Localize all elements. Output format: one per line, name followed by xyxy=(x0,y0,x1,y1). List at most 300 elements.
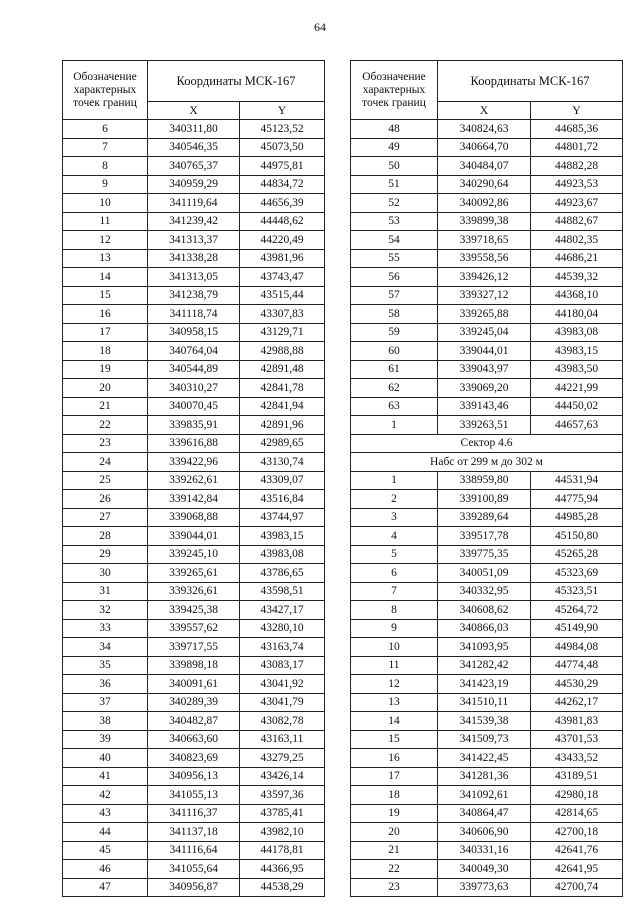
y-coordinate-cell: 43744,97 xyxy=(240,508,325,527)
table-row xyxy=(63,545,325,564)
y-coordinate-cell: 43743,47 xyxy=(240,268,325,287)
point-id-cell: 46 xyxy=(63,860,148,879)
table-row xyxy=(351,786,623,805)
x-coordinate-cell: 339426,12 xyxy=(438,268,531,287)
y-coordinate-cell: 43163,74 xyxy=(240,638,325,657)
point-id-cell: 1 xyxy=(351,471,438,490)
y-coordinate-cell: 44538,29 xyxy=(240,878,325,897)
x-coordinate-cell: 341118,74 xyxy=(148,305,240,324)
point-id-cell: 10 xyxy=(63,194,148,213)
y-coordinate-cell: 43082,78 xyxy=(240,712,325,731)
x-coordinate-cell: 340664,70 xyxy=(438,138,531,157)
x-coordinate-cell: 341093,95 xyxy=(438,638,531,657)
x-coordinate-cell: 340049,30 xyxy=(438,860,531,879)
point-id-cell: 2 xyxy=(351,490,438,509)
table-row xyxy=(351,379,623,398)
sector-title: Сектор 4.6 xyxy=(351,434,623,453)
y-coordinate-cell: 44774,48 xyxy=(531,656,623,675)
table-row xyxy=(63,157,325,176)
table-row xyxy=(63,786,325,805)
point-id-cell: 9 xyxy=(351,619,438,638)
x-coordinate-cell: 340866,03 xyxy=(438,619,531,638)
y-coordinate-cell: 42841,94 xyxy=(240,397,325,416)
point-id-cell: 21 xyxy=(63,397,148,416)
table-row xyxy=(63,175,325,194)
point-id-cell: 10 xyxy=(351,638,438,657)
x-coordinate-cell: 341055,64 xyxy=(148,860,240,879)
coordinates-table-right xyxy=(350,60,623,897)
x-coordinate-cell: 341313,37 xyxy=(148,231,240,250)
y-coordinate-cell: 42700,18 xyxy=(531,823,623,842)
table-row xyxy=(63,471,325,490)
x-coordinate-cell: 341539,38 xyxy=(438,712,531,731)
y-coordinate-cell: 45073,50 xyxy=(240,138,325,157)
table-row xyxy=(351,804,623,823)
y-coordinate-cell: 43189,51 xyxy=(531,767,623,786)
point-id-cell: 24 xyxy=(63,453,148,472)
x-coordinate-cell: 339265,61 xyxy=(148,564,240,583)
point-id-cell: 56 xyxy=(351,268,438,287)
table-row xyxy=(63,323,325,342)
table-row xyxy=(63,194,325,213)
point-id-cell: 19 xyxy=(351,804,438,823)
table-row xyxy=(63,823,325,842)
y-coordinate-cell: 42891,96 xyxy=(240,416,325,435)
table-row xyxy=(351,231,623,250)
table-row xyxy=(351,601,623,620)
y-coordinate-cell: 45149,90 xyxy=(531,619,623,638)
point-id-cell: 11 xyxy=(351,656,438,675)
coords-header: Координаты МСК-167 xyxy=(438,61,623,102)
y-coordinate-cell: 44180,04 xyxy=(531,305,623,324)
table-row xyxy=(351,749,623,768)
x-coordinate-cell: 340051,09 xyxy=(438,564,531,583)
table-row xyxy=(351,582,623,601)
coords-header: Координаты МСК-167 xyxy=(148,61,325,102)
y-coordinate-cell: 43981,96 xyxy=(240,249,325,268)
x-coordinate-cell: 340956,87 xyxy=(148,878,240,897)
x-coordinate-cell: 340864,47 xyxy=(438,804,531,823)
y-coordinate-cell: 42989,65 xyxy=(240,434,325,453)
point-id-cell: 28 xyxy=(63,527,148,546)
table-row xyxy=(63,268,325,287)
table-row xyxy=(63,601,325,620)
y-coordinate-cell: 44539,32 xyxy=(531,268,623,287)
point-id-cell: 48 xyxy=(351,120,438,139)
table-row xyxy=(351,675,623,694)
x-coordinate-cell: 341119,64 xyxy=(148,194,240,213)
table-row xyxy=(63,675,325,694)
point-id-cell: 7 xyxy=(63,138,148,157)
point-id-cell: 39 xyxy=(63,730,148,749)
y-coordinate-cell: 45323,69 xyxy=(531,564,623,583)
x-coordinate-cell: 341313,05 xyxy=(148,268,240,287)
y-coordinate-cell: 43426,14 xyxy=(240,767,325,786)
point-id-cell: 58 xyxy=(351,305,438,324)
y-coordinate-cell: 44448,62 xyxy=(240,212,325,231)
x-coordinate-cell: 341092,61 xyxy=(438,786,531,805)
sector-block xyxy=(351,434,623,471)
y-coordinate-cell: 43515,44 xyxy=(240,286,325,305)
x-coordinate-cell: 340070,45 xyxy=(148,397,240,416)
x-coordinate-cell: 339265,88 xyxy=(438,305,531,324)
y-coordinate-cell: 44834,72 xyxy=(240,175,325,194)
point-id-cell: 20 xyxy=(63,379,148,398)
point-id-cell: 19 xyxy=(63,360,148,379)
point-id-cell: 52 xyxy=(351,194,438,213)
table-row xyxy=(351,730,623,749)
point-id-cell: 18 xyxy=(351,786,438,805)
point-id-cell: 9 xyxy=(63,175,148,194)
table-row xyxy=(351,342,623,361)
table-row xyxy=(351,656,623,675)
table-row xyxy=(351,286,623,305)
table-row xyxy=(63,416,325,435)
table-row xyxy=(63,249,325,268)
point-id-cell: 61 xyxy=(351,360,438,379)
x-coordinate-cell: 341282,42 xyxy=(438,656,531,675)
point-id-cell: 36 xyxy=(63,675,148,694)
y-coordinate-cell: 43983,15 xyxy=(531,342,623,361)
table-row xyxy=(63,582,325,601)
x-coordinate-cell: 340608,62 xyxy=(438,601,531,620)
x-coordinate-cell: 341423,19 xyxy=(438,675,531,694)
point-id-cell: 47 xyxy=(63,878,148,897)
y-header: Y xyxy=(240,102,325,120)
y-coordinate-cell: 43083,17 xyxy=(240,656,325,675)
point-id-cell: 38 xyxy=(63,712,148,731)
sector-height-row xyxy=(351,453,623,472)
point-id-cell: 7 xyxy=(351,582,438,601)
y-header: Y xyxy=(531,102,623,120)
y-coordinate-cell: 43597,36 xyxy=(240,786,325,805)
y-coordinate-cell: 44923,67 xyxy=(531,194,623,213)
table-row xyxy=(351,527,623,546)
y-coordinate-cell: 43598,51 xyxy=(240,582,325,601)
point-id-cell: 22 xyxy=(63,416,148,435)
table-row xyxy=(63,564,325,583)
table-row xyxy=(63,767,325,786)
page-number: 64 xyxy=(314,20,326,34)
point-id-cell: 63 xyxy=(351,397,438,416)
y-coordinate-cell: 44984,08 xyxy=(531,638,623,657)
x-coordinate-cell: 338959,80 xyxy=(438,471,531,490)
sector-table-body xyxy=(351,471,623,897)
point-id-cell: 14 xyxy=(351,712,438,731)
table-row xyxy=(351,157,623,176)
x-coordinate-cell: 339289,64 xyxy=(438,508,531,527)
point-id-cell: 1 xyxy=(351,416,438,435)
x-coordinate-cell: 341509,73 xyxy=(438,730,531,749)
x-coordinate-cell: 339835,91 xyxy=(148,416,240,435)
point-id-cell: 23 xyxy=(351,878,438,897)
x-coordinate-cell: 340959,29 xyxy=(148,175,240,194)
y-coordinate-cell: 43163,11 xyxy=(240,730,325,749)
y-coordinate-cell: 44366,95 xyxy=(240,860,325,879)
x-coordinate-cell: 340484,07 xyxy=(438,157,531,176)
x-coordinate-cell: 339245,04 xyxy=(438,323,531,342)
table-row xyxy=(351,360,623,379)
y-coordinate-cell: 43279,25 xyxy=(240,749,325,768)
x-coordinate-cell: 339142,84 xyxy=(148,490,240,509)
point-id-cell: 32 xyxy=(63,601,148,620)
x-coordinate-cell: 340606,90 xyxy=(438,823,531,842)
point-id-cell: 57 xyxy=(351,286,438,305)
table-row xyxy=(63,286,325,305)
x-coordinate-cell: 339898,18 xyxy=(148,656,240,675)
point-id-cell: 20 xyxy=(351,823,438,842)
y-coordinate-cell: 43983,08 xyxy=(531,323,623,342)
y-coordinate-cell: 43786,65 xyxy=(240,564,325,583)
table-row xyxy=(351,194,623,213)
point-id-cell: 14 xyxy=(63,268,148,287)
x-coordinate-cell: 339616,88 xyxy=(148,434,240,453)
table-row xyxy=(63,656,325,675)
y-coordinate-cell: 44882,28 xyxy=(531,157,623,176)
y-coordinate-cell: 43983,08 xyxy=(240,545,325,564)
table-row xyxy=(351,138,623,157)
table-row xyxy=(351,545,623,564)
x-coordinate-cell: 341055,13 xyxy=(148,786,240,805)
table-row xyxy=(351,490,623,509)
y-coordinate-cell: 45264,72 xyxy=(531,601,623,620)
y-coordinate-cell: 44923,53 xyxy=(531,175,623,194)
table-row xyxy=(63,397,325,416)
sector-title-row xyxy=(351,434,623,453)
table-row xyxy=(351,841,623,860)
y-coordinate-cell: 43981,83 xyxy=(531,712,623,731)
y-coordinate-cell: 44221,99 xyxy=(531,379,623,398)
x-coordinate-cell: 340311,80 xyxy=(148,120,240,139)
y-coordinate-cell: 43427,17 xyxy=(240,601,325,620)
table-row xyxy=(351,508,623,527)
x-coordinate-cell: 339425,38 xyxy=(148,601,240,620)
y-coordinate-cell: 44985,28 xyxy=(531,508,623,527)
y-coordinate-cell: 44686,21 xyxy=(531,249,623,268)
y-coordinate-cell: 43280,10 xyxy=(240,619,325,638)
table-row xyxy=(63,453,325,472)
y-coordinate-cell: 42700,74 xyxy=(531,878,623,897)
y-coordinate-cell: 43130,74 xyxy=(240,453,325,472)
point-id-cell: 16 xyxy=(63,305,148,324)
y-coordinate-cell: 44220,49 xyxy=(240,231,325,250)
x-coordinate-cell: 339069,20 xyxy=(438,379,531,398)
table-row xyxy=(63,749,325,768)
table-row xyxy=(63,434,325,453)
x-coordinate-cell: 339327,12 xyxy=(438,286,531,305)
point-id-cell: 60 xyxy=(351,342,438,361)
point-id-cell: 4 xyxy=(351,527,438,546)
point-id-cell: 34 xyxy=(63,638,148,657)
y-coordinate-cell: 42641,95 xyxy=(531,860,623,879)
table-row xyxy=(63,379,325,398)
x-coordinate-cell: 339773,63 xyxy=(438,878,531,897)
y-coordinate-cell: 43785,41 xyxy=(240,804,325,823)
x-coordinate-cell: 339043,97 xyxy=(438,360,531,379)
x-coordinate-cell: 341422,45 xyxy=(438,749,531,768)
y-coordinate-cell: 43982,10 xyxy=(240,823,325,842)
table-row xyxy=(351,471,623,490)
table-row xyxy=(63,841,325,860)
x-coordinate-cell: 339044,01 xyxy=(438,342,531,361)
x-coordinate-cell: 340546,35 xyxy=(148,138,240,157)
table-row xyxy=(63,860,325,879)
point-id-cell: 15 xyxy=(351,730,438,749)
table-row xyxy=(351,212,623,231)
x-coordinate-cell: 339717,55 xyxy=(148,638,240,657)
x-coordinate-cell: 340956,13 xyxy=(148,767,240,786)
y-coordinate-cell: 45265,28 xyxy=(531,545,623,564)
coordinates-table-left xyxy=(62,60,325,897)
x-coordinate-cell: 339775,35 xyxy=(438,545,531,564)
table-row xyxy=(351,323,623,342)
y-coordinate-cell: 44262,17 xyxy=(531,693,623,712)
y-coordinate-cell: 42841,78 xyxy=(240,379,325,398)
table-row xyxy=(63,527,325,546)
x-coordinate-cell: 341510,11 xyxy=(438,693,531,712)
point-id-cell: 42 xyxy=(63,786,148,805)
table-row xyxy=(351,268,623,287)
y-coordinate-cell: 44531,94 xyxy=(531,471,623,490)
x-coordinate-cell: 339044,01 xyxy=(148,527,240,546)
x-coordinate-cell: 340331,16 xyxy=(438,841,531,860)
point-id-cell: 43 xyxy=(63,804,148,823)
x-coordinate-cell: 340765,37 xyxy=(148,157,240,176)
x-coordinate-cell: 340764,04 xyxy=(148,342,240,361)
point-id-cell: 50 xyxy=(351,157,438,176)
point-id-cell: 12 xyxy=(351,675,438,694)
x-coordinate-cell: 339422,96 xyxy=(148,453,240,472)
point-id-cell: 11 xyxy=(63,212,148,231)
table-row xyxy=(63,619,325,638)
y-coordinate-cell: 44656,39 xyxy=(240,194,325,213)
x-coordinate-cell: 340482,87 xyxy=(148,712,240,731)
table-row xyxy=(63,138,325,157)
table-row xyxy=(351,638,623,657)
y-coordinate-cell: 43516,84 xyxy=(240,490,325,509)
table-row xyxy=(351,305,623,324)
y-coordinate-cell: 42988,88 xyxy=(240,342,325,361)
table-row xyxy=(63,712,325,731)
y-coordinate-cell: 44685,36 xyxy=(531,120,623,139)
point-id-cell: 25 xyxy=(63,471,148,490)
point-id-cell: 27 xyxy=(63,508,148,527)
x-coordinate-cell: 340092,86 xyxy=(438,194,531,213)
point-id-cell: 8 xyxy=(351,601,438,620)
y-coordinate-cell: 43307,83 xyxy=(240,305,325,324)
x-header: X xyxy=(148,102,240,120)
table-row xyxy=(63,804,325,823)
x-coordinate-cell: 341338,28 xyxy=(148,249,240,268)
y-coordinate-cell: 44657,63 xyxy=(531,416,623,435)
y-coordinate-cell: 43309,07 xyxy=(240,471,325,490)
point-id-cell: 26 xyxy=(63,490,148,509)
point-id-cell: 22 xyxy=(351,860,438,879)
point-id-cell: 59 xyxy=(351,323,438,342)
y-coordinate-cell: 44530,29 xyxy=(531,675,623,694)
y-coordinate-cell: 44802,35 xyxy=(531,231,623,250)
point-id-cell: 6 xyxy=(63,120,148,139)
table-row xyxy=(351,249,623,268)
x-coordinate-cell: 339899,38 xyxy=(438,212,531,231)
x-header: X xyxy=(438,102,531,120)
y-coordinate-cell: 45150,80 xyxy=(531,527,623,546)
x-coordinate-cell: 341238,79 xyxy=(148,286,240,305)
table-row xyxy=(63,342,325,361)
table-row xyxy=(351,619,623,638)
point-id-cell: 6 xyxy=(351,564,438,583)
table-row xyxy=(351,767,623,786)
y-coordinate-cell: 42641,76 xyxy=(531,841,623,860)
point-id-cell: 13 xyxy=(63,249,148,268)
table-row xyxy=(351,397,623,416)
table-row xyxy=(63,231,325,250)
table-row xyxy=(63,212,325,231)
table-row xyxy=(63,878,325,897)
table-row xyxy=(351,823,623,842)
point-id-cell: 23 xyxy=(63,434,148,453)
point-id-cell: 45 xyxy=(63,841,148,860)
point-id-cell: 29 xyxy=(63,545,148,564)
x-coordinate-cell: 339263,51 xyxy=(438,416,531,435)
point-id-cell: 21 xyxy=(351,841,438,860)
point-id-cell: 18 xyxy=(63,342,148,361)
y-coordinate-cell: 44801,72 xyxy=(531,138,623,157)
x-coordinate-cell: 341116,37 xyxy=(148,804,240,823)
x-coordinate-cell: 339517,78 xyxy=(438,527,531,546)
x-coordinate-cell: 341281,36 xyxy=(438,767,531,786)
y-coordinate-cell: 43983,15 xyxy=(240,527,325,546)
point-id-cell: 35 xyxy=(63,656,148,675)
sector-height-range: Набс от 299 м до 302 м xyxy=(351,453,623,472)
table-row xyxy=(351,712,623,731)
point-id-cell: 54 xyxy=(351,231,438,250)
point-id-cell: 3 xyxy=(351,508,438,527)
table-row xyxy=(63,508,325,527)
x-coordinate-cell: 339718,65 xyxy=(438,231,531,250)
points-header: Обозначение характерных точек границ xyxy=(351,61,438,120)
table-row xyxy=(63,638,325,657)
x-coordinate-cell: 341116,64 xyxy=(148,841,240,860)
table-row xyxy=(351,878,623,897)
point-id-cell: 40 xyxy=(63,749,148,768)
point-id-cell: 55 xyxy=(351,249,438,268)
y-coordinate-cell: 44368,10 xyxy=(531,286,623,305)
table-row xyxy=(63,120,325,139)
point-id-cell: 49 xyxy=(351,138,438,157)
y-coordinate-cell: 43129,71 xyxy=(240,323,325,342)
x-coordinate-cell: 339326,61 xyxy=(148,582,240,601)
x-coordinate-cell: 340332,95 xyxy=(438,582,531,601)
x-coordinate-cell: 340823,69 xyxy=(148,749,240,768)
point-id-cell: 17 xyxy=(63,323,148,342)
table-row xyxy=(63,730,325,749)
right-table-body xyxy=(351,120,623,435)
point-id-cell: 62 xyxy=(351,379,438,398)
point-id-cell: 30 xyxy=(63,564,148,583)
x-coordinate-cell: 339100,89 xyxy=(438,490,531,509)
x-coordinate-cell: 339558,56 xyxy=(438,249,531,268)
x-coordinate-cell: 340544,89 xyxy=(148,360,240,379)
x-coordinate-cell: 340824,63 xyxy=(438,120,531,139)
y-coordinate-cell: 45323,51 xyxy=(531,582,623,601)
point-id-cell: 51 xyxy=(351,175,438,194)
point-id-cell: 16 xyxy=(351,749,438,768)
x-coordinate-cell: 341137,18 xyxy=(148,823,240,842)
point-id-cell: 44 xyxy=(63,823,148,842)
point-id-cell: 37 xyxy=(63,693,148,712)
table-row xyxy=(351,120,623,139)
